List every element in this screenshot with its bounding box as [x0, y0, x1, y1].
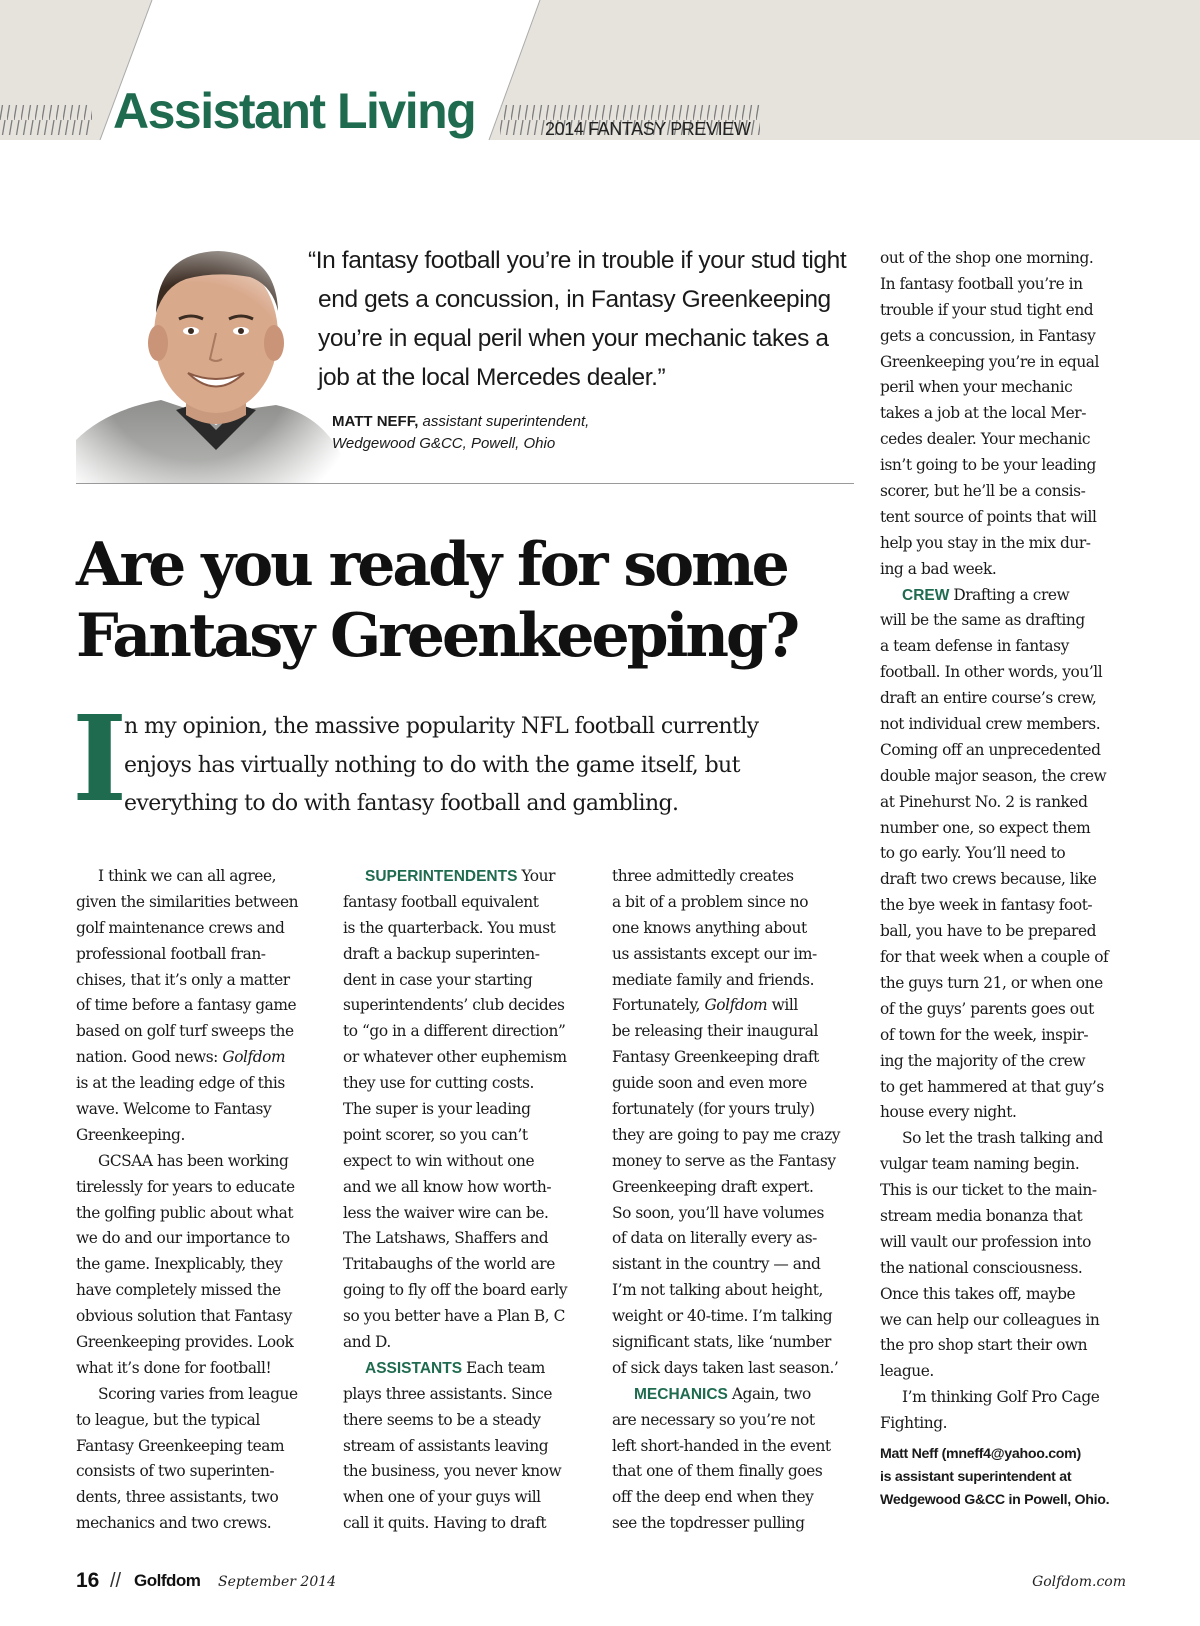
body-text-line: help you stay in the mix dur- [880, 533, 1091, 552]
body-text-line: guide soon and even more [612, 1074, 807, 1093]
body-text-line: isn’t going to be your leading [880, 456, 1096, 475]
body-text-line: of town for the week, inspir- [880, 1025, 1089, 1044]
body-text-line: call it quits. Having to draft [343, 1514, 547, 1533]
body-text-line: three admittedly creates [612, 867, 794, 885]
body-text-line: tent source of points that will [880, 507, 1097, 526]
attribution-name: MATT NEFF, [332, 413, 419, 430]
article-headline [76, 530, 856, 672]
body-text-line: GCSAA has been working [98, 1151, 289, 1170]
body-text-line: number one, so expect them [880, 818, 1091, 837]
body-text-line: there seems to be a steady [343, 1410, 541, 1429]
body-text-line: cedes dealer. Your mechanic [880, 430, 1091, 449]
drop-cap: I [72, 689, 128, 828]
body-text-line: peril when your mechanic [880, 378, 1073, 397]
body-text-line: I think we can all agree, [98, 867, 277, 885]
body-text-line: vulgar team naming begin. [880, 1155, 1080, 1174]
body-text-line: draft a backup superinten- [343, 944, 540, 963]
body-text: Each team [466, 1358, 545, 1377]
page-footer [76, 1566, 1126, 1596]
body-text-line: So soon, you’ll have volumes [612, 1203, 824, 1222]
body-text-line: ball, you have to be prepared [880, 922, 1097, 941]
body-text-line: dent in case your starting [343, 970, 533, 989]
body-text-line: Greenkeeping draft expert. [612, 1177, 814, 1196]
body-text-line: to go early. You’ll need to [880, 844, 1066, 863]
body-text-line: less the waiver wire can be. [343, 1203, 549, 1222]
issue-date: September 2014 [218, 1574, 337, 1590]
body-text-line: plays three assistants. Since [343, 1384, 552, 1403]
body-text: Drafting a crew [953, 585, 1070, 604]
attribution-role: assistant superintendent, [418, 413, 590, 430]
body-text-line: football. In other words, you’ll [880, 663, 1103, 682]
body-text-line: This is our ticket to the main- [880, 1181, 1097, 1200]
lede-line: n my opinion, the massive popularity NFL football currently [124, 714, 759, 739]
body-text-line: or whatever other euphemism [343, 1048, 567, 1067]
body-text-line: gets a concussion, in Fantasy [880, 326, 1096, 345]
website: Golfdom.com [1032, 1574, 1126, 1590]
body-text-line: Scoring varies from league [98, 1384, 298, 1403]
body-text-line: expect to win without one [343, 1151, 535, 1170]
bio-line: is assistant superintendent at [880, 1469, 1072, 1485]
body-text-line: Fantasy Greenkeeping team [76, 1436, 285, 1455]
body-text-line: dents, three assistants, two [76, 1488, 279, 1507]
body-text-line: that one of them finally goes [612, 1462, 823, 1481]
body-text-line: So let the trash talking and [902, 1129, 1103, 1148]
body-text-line: Coming off an unprecedented [880, 740, 1101, 759]
body-text-line: double major season, the crew [880, 766, 1107, 785]
body-text-line: the game. Inexplicably, they [76, 1255, 283, 1274]
body-text-line: The super is your leading [343, 1100, 531, 1119]
body-text-line: are necessary so you’re not [612, 1410, 815, 1429]
body-text-line: is at the leading edge of this [76, 1074, 285, 1093]
body-text-line: the pro shop start their own [880, 1336, 1088, 1355]
body-text-line: ing a bad week. [880, 559, 997, 578]
body-text-line: see the topdresser pulling [612, 1514, 805, 1533]
body-text-line: obvious solution that Fantasy [76, 1307, 292, 1326]
body-text-line: stream of assistants leaving [343, 1436, 549, 1455]
body-text-line: left short-handed in the event [612, 1436, 831, 1455]
body-text-line: draft an entire course’s crew, [880, 689, 1097, 708]
body-text-line: off the deep end when they [612, 1488, 814, 1507]
body-text-line: takes a job at the local Mer- [880, 404, 1086, 423]
body-text: Your [521, 867, 555, 885]
body-text-line: so you better have a Plan B, C [343, 1307, 565, 1326]
body-text-line: going to fly off the board early [343, 1281, 568, 1300]
body-text-line: I’m not talking about height, [612, 1281, 823, 1300]
body-column-4 [880, 246, 1130, 1437]
body-text-line: fortunately (for yours truly) [612, 1100, 815, 1119]
body-text-line: scorer, but he’ll be a consis- [880, 482, 1086, 501]
pull-quote [308, 241, 858, 397]
footer-separator: // [110, 1570, 122, 1592]
body-text-line: ing the majority of the crew [880, 1051, 1086, 1070]
divider-rule [76, 483, 854, 484]
pull-quote-line: end gets a concussion, in Fantasy Greenkeeping [318, 286, 831, 313]
headline-line: Are you ready for some [76, 530, 787, 600]
body-text-line: we can help our colleagues in [880, 1310, 1100, 1329]
body-text-line: chises, that it’s only a matter [76, 970, 290, 989]
body-text-line: they are going to pay me crazy [612, 1125, 841, 1144]
body-text-line: consists of two superinten- [76, 1462, 275, 1481]
body-text-line [880, 583, 1130, 609]
headline-line: Fantasy Greenkeeping? [76, 601, 798, 671]
pull-quote-attribution [332, 411, 589, 455]
body-text-line: weight or 40-time. I’m talking [612, 1307, 833, 1326]
body-text-line: be releasing their inaugural [612, 1022, 818, 1041]
body-text-line: when one of your guys will [343, 1488, 541, 1507]
body-text-line: Greenkeeping provides. Look [76, 1333, 294, 1352]
bio-line: Matt Neff (mneff4@yahoo.com) [880, 1446, 1081, 1462]
body-text-line: they use for cutting costs. [343, 1074, 534, 1093]
body-text-line: of sick days taken last season.’ [612, 1358, 839, 1377]
body-text-line: tirelessly for years to educate [76, 1177, 295, 1196]
body-text-line: us assistants except our im- [612, 944, 817, 963]
body-text-line: house every night. [880, 1103, 1017, 1122]
body-text: Again, two [731, 1384, 811, 1403]
body-text-line: of time before a fantasy game [76, 996, 297, 1015]
body-text-line: Fighting. [880, 1414, 948, 1433]
body-text-line: the national consciousness. [880, 1258, 1083, 1277]
body-text-line: and we all know how worth- [343, 1177, 552, 1196]
body-text-line: will vault our profession into [880, 1232, 1091, 1251]
body-text-line [612, 1382, 857, 1408]
body-text-line: I’m thinking Golf Pro Cage [902, 1388, 1100, 1407]
body-text-line: professional football fran- [76, 944, 266, 963]
publication-name: Golfdom [134, 1571, 201, 1590]
bio-line: Wedgewood G&CC in Powell, Ohio. [880, 1492, 1110, 1508]
body-text-line: The Latshaws, Shaffers and [343, 1229, 549, 1248]
body-text-line: Greenkeeping you’re in equal [880, 352, 1099, 371]
section-kicker: SUPERINTENDENTS [365, 868, 518, 885]
body-text-line: one knows anything about [612, 918, 807, 937]
article-lede [124, 708, 864, 824]
body-text-line: significant stats, like ‘number [612, 1333, 831, 1352]
body-text-line: out of the shop one morning. [880, 249, 1094, 267]
body-text-line: what it’s done for football! [76, 1358, 272, 1377]
body-text-line: the golfing public about what [76, 1203, 294, 1222]
body-text-line: the business, you never know [343, 1462, 562, 1481]
body-column-2 [343, 864, 588, 1537]
body-text-line: league. [880, 1362, 934, 1381]
body-text-line: the guys turn 21, or when one [880, 973, 1103, 992]
body-text-line: the bye week in fantasy foot- [880, 896, 1093, 915]
body-text-line [343, 1356, 588, 1382]
section-kicker: ASSISTANTS [365, 1359, 463, 1377]
body-column-1 [76, 864, 316, 1537]
author-portrait-image [76, 235, 341, 483]
body-text-line: based on golf turf sweeps the [76, 1022, 294, 1041]
body-text-line: given the similarities between [76, 892, 299, 911]
body-text-line: to league, but the typical [76, 1410, 260, 1429]
body-text-line: In fantasy football you’re in [880, 274, 1083, 293]
body-text-line: trouble if your stud tight end [880, 300, 1094, 319]
body-text-line: Greenkeeping. [76, 1125, 185, 1144]
author-portrait [76, 235, 341, 483]
body-text-line: a team defense in fantasy [880, 637, 1069, 656]
body-text-line: sistant in the country — and [612, 1255, 821, 1274]
body-text-line: nation. Good news: Golfdom [76, 1048, 286, 1067]
body-text-line: mechanics and two crews. [76, 1514, 272, 1533]
lede-line: enjoys has virtually nothing to do with the game itself, but [124, 752, 740, 778]
body-text-line: we do and our importance to [76, 1229, 290, 1248]
author-bio [880, 1443, 1130, 1512]
body-text-line: at Pinehurst No. 2 is ranked [880, 792, 1088, 811]
body-text-line: of data on literally every as- [612, 1229, 817, 1248]
body-text-line: to “go in a different direction” [343, 1022, 566, 1041]
section-kicker: CREW [902, 586, 950, 604]
body-text-line [343, 864, 588, 890]
body-text-line: will be the same as drafting [880, 611, 1085, 630]
body-text-line: Fantasy Greenkeeping draft [612, 1048, 819, 1067]
body-text-line: not individual crew members. [880, 715, 1101, 734]
pull-quote-line: you’re in equal peril when your mechanic takes a [318, 325, 829, 352]
section-subtitle: 2014 FANTASY PREVIEW [545, 119, 751, 139]
body-column-3 [612, 864, 857, 1537]
body-text-line: Once this takes off, maybe [880, 1284, 1076, 1303]
body-text-line: fantasy football equivalent [343, 892, 539, 911]
page-number: 16 [76, 1569, 100, 1592]
body-text-line: and D. [343, 1333, 391, 1352]
lede-line: everything to do with fantasy football and gambling. [124, 791, 679, 816]
body-text-line: have completely missed the [76, 1281, 281, 1300]
body-text-line: of the guys’ parents goes out [880, 999, 1094, 1018]
body-text-line: draft two crews because, like [880, 870, 1097, 889]
body-text-line: stream media bonanza that [880, 1206, 1083, 1225]
body-text-line: a bit of a problem since no [612, 892, 809, 911]
body-text-line: to get hammered at that guy’s [880, 1077, 1104, 1096]
body-text-line: golf maintenance crews and [76, 918, 285, 937]
attribution-place: Wedgewood G&CC, Powell, Ohio [332, 435, 556, 452]
body-text-line: for that week when a couple of [880, 948, 1109, 967]
section-title: Assistant Living [113, 83, 476, 139]
pull-quote-line: “In fantasy football you’re in trouble if your stud tight [308, 247, 847, 274]
body-text-line: mediate family and friends. [612, 970, 815, 989]
body-text-line: money to serve as the Fantasy [612, 1151, 836, 1170]
pull-quote-line: job at the local Mercedes dealer.” [318, 364, 666, 391]
body-text-line: Tritabaughs of the world are [343, 1255, 555, 1274]
section-kicker: MECHANICS [634, 1385, 728, 1403]
body-text-line: Fortunately, Golfdom will [612, 996, 798, 1015]
body-text-line: wave. Welcome to Fantasy [76, 1100, 272, 1119]
body-text-line: is the quarterback. You must [343, 918, 556, 937]
body-text-line: superintendents’ club decides [343, 996, 565, 1015]
body-text-line: point scorer, so you can’t [343, 1125, 528, 1144]
